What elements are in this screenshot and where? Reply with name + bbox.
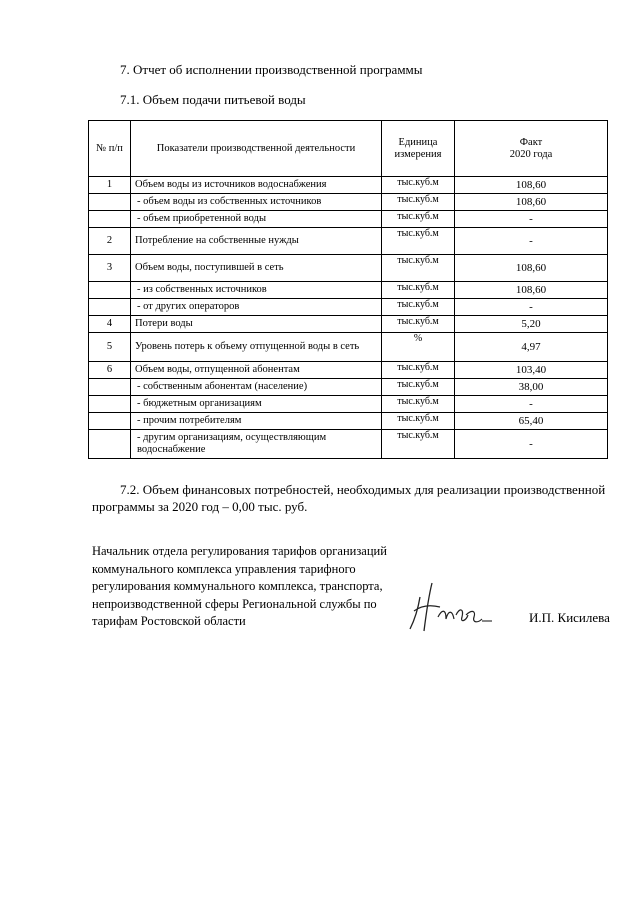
row-indicator: - объем приобретенной воды: [131, 211, 382, 228]
table-row: [89, 228, 608, 255]
row-unit: тыс.куб.м: [382, 430, 455, 459]
row-unit: тыс.куб.м: [382, 255, 455, 282]
table-row: [89, 379, 608, 396]
row-fact: 108,60: [455, 194, 608, 211]
row-indicator: - прочим потребителям: [131, 413, 382, 430]
row-num: [89, 396, 131, 413]
table-row: [89, 255, 608, 282]
section-title: 7. Отчет об исполнении производственной программы: [120, 62, 423, 77]
row-fact: 38,00: [455, 379, 608, 396]
row-num: 1: [89, 177, 131, 194]
row-fact: -: [455, 396, 608, 413]
row-num: [89, 282, 131, 299]
row-indicator: - из собственных источников: [131, 282, 382, 299]
signatory-position: Начальник отдела регулирования тарифов организаций коммунального комплекса управления тарифного регулирования коммунального комплекса, транспорта, непроизводственной сферы Региональной службы по тарифам Ростовской области: [92, 544, 387, 628]
row-num: [89, 299, 131, 316]
table-row: [89, 333, 608, 362]
row-fact: 5,20: [455, 316, 608, 333]
row-fact: 4,97: [455, 333, 608, 362]
row-fact: 108,60: [455, 177, 608, 194]
row-num: 3: [89, 255, 131, 282]
row-unit: тыс.куб.м: [382, 282, 455, 299]
row-unit: тыс.куб.м: [382, 362, 455, 379]
row-indicator: Объем воды, поступившей в сеть: [131, 255, 382, 282]
financial-note: 7.2. Объем финансовых потребностей, необходимых для реализации производственной программы за 2020 год – 0,00 тыс. руб.: [92, 482, 606, 514]
table-row: [89, 430, 608, 459]
section-subtitle: 7.1. Объем подачи питьевой воды: [120, 92, 306, 107]
signatory-name: И.П. Кисилева: [529, 610, 610, 625]
table-row: [89, 413, 608, 430]
row-num: 5: [89, 333, 131, 362]
row-indicator: - другим организациям, осуществляющим водоснабжение: [131, 430, 382, 459]
row-unit: тыс.куб.м: [382, 211, 455, 228]
header-unit: Единица измерения: [382, 121, 455, 177]
table-row: [89, 299, 608, 316]
row-unit: тыс.куб.м: [382, 228, 455, 255]
row-indicator: Объем воды из источников водоснабжения: [131, 177, 382, 194]
row-indicator: Потребление на собственные нужды: [131, 228, 382, 255]
row-unit: тыс.куб.м: [382, 299, 455, 316]
table-body: [89, 177, 608, 459]
row-fact: 108,60: [455, 255, 608, 282]
row-indicator: - от других операторов: [131, 299, 382, 316]
header-fact: Факт 2020 года: [455, 121, 608, 177]
row-fact: 108,60: [455, 282, 608, 299]
table-row: [89, 177, 608, 194]
row-num: 4: [89, 316, 131, 333]
row-num: 2: [89, 228, 131, 255]
row-indicator: Потери воды: [131, 316, 382, 333]
row-indicator: - объем воды из собственных источников: [131, 194, 382, 211]
table-row: [89, 396, 608, 413]
row-fact: -: [455, 211, 608, 228]
row-unit: тыс.куб.м: [382, 316, 455, 333]
row-num: [89, 211, 131, 228]
row-indicator: Уровень потерь к объему отпущенной воды в сеть: [131, 333, 382, 362]
row-fact: 103,40: [455, 362, 608, 379]
row-indicator: - бюджетным организациям: [131, 396, 382, 413]
row-indicator: Объем воды, отпущенной абонентам: [131, 362, 382, 379]
row-unit: тыс.куб.м: [382, 413, 455, 430]
handwritten-signature: [402, 575, 502, 635]
table-row: [89, 362, 608, 379]
row-unit: %: [382, 333, 455, 362]
row-fact: -: [455, 430, 608, 459]
header-indicators: Показатели производственной деятельности: [131, 121, 382, 177]
row-num: [89, 413, 131, 430]
row-fact: -: [455, 299, 608, 316]
table-row: [89, 211, 608, 228]
table-row: [89, 282, 608, 299]
row-unit: тыс.куб.м: [382, 194, 455, 211]
row-indicator: - собственным абонентам (население): [131, 379, 382, 396]
water-supply-table: [88, 120, 608, 459]
row-unit: тыс.куб.м: [382, 177, 455, 194]
row-num: [89, 430, 131, 459]
table-header-row: [89, 121, 608, 177]
row-num: [89, 379, 131, 396]
table-row: [89, 194, 608, 211]
row-fact: 65,40: [455, 413, 608, 430]
table-row: [89, 316, 608, 333]
header-num: № п/п: [89, 121, 131, 177]
row-num: 6: [89, 362, 131, 379]
row-fact: -: [455, 228, 608, 255]
row-num: [89, 194, 131, 211]
row-unit: тыс.куб.м: [382, 379, 455, 396]
row-unit: тыс.куб.м: [382, 396, 455, 413]
